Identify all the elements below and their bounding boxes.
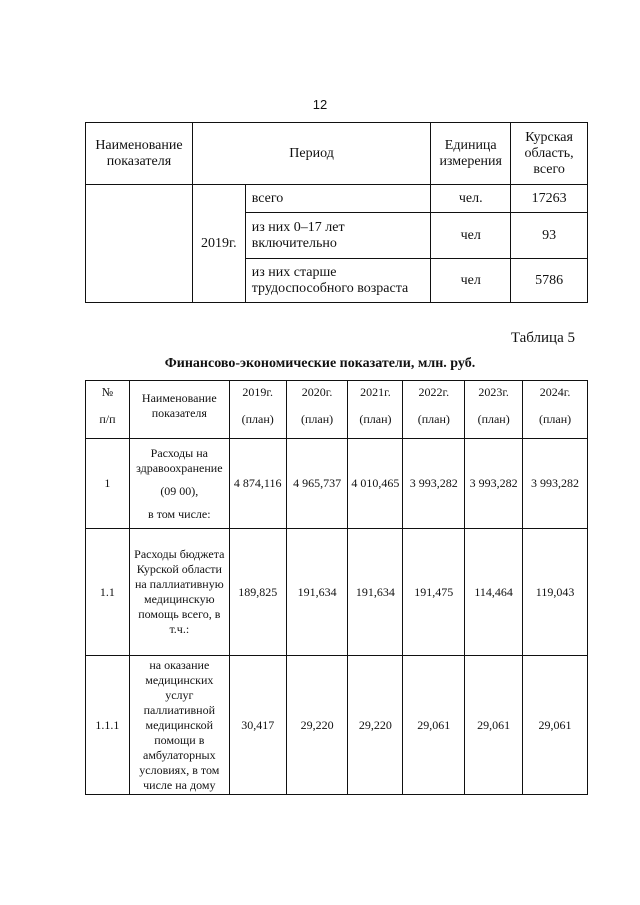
header-year: 2020г. (план) [286,381,348,439]
financial-table [85,380,588,795]
row-value: 191,475 [403,529,465,656]
row-value: 4 010,465 [348,439,403,529]
row-value: 30,417 [229,656,286,795]
table-header-row [86,123,588,185]
row-value: 29,061 [465,656,523,795]
header-name: Наименование показателя [86,123,193,185]
population-table [85,122,588,303]
row-value: 3 993,282 [403,439,465,529]
header-num: № п/п [86,381,130,439]
row-label: из них 0–17 лет включительно [245,213,431,259]
row-value: 17263 [511,185,588,213]
row-label: из них старше трудоспособного возраста [245,259,431,303]
row-name: Расходы на здравоохранение (09 00), в том числе: [129,439,229,529]
row-value: 189,825 [229,529,286,656]
row-name: Расходы бюджета Курской области на паллиативную медицинскую помощь всего, в т.ч.: [129,529,229,656]
header-year: 2019г. (план) [229,381,286,439]
row-label: всего [245,185,431,213]
table-header-row [86,381,588,439]
header-year: 2024г. (план) [523,381,588,439]
row-value: 29,061 [403,656,465,795]
row-value: 191,634 [286,529,348,656]
row-unit: чел [431,213,511,259]
row-num: 1 [86,439,130,529]
row-num: 1.1 [86,529,130,656]
table-title: Финансово-экономические показатели, млн. руб. [164,356,476,371]
header-period: Период [192,123,430,185]
row-value: 29,220 [286,656,348,795]
table-caption: Таблица 5 [510,330,575,346]
table-row [86,656,588,795]
header-kursk-total: Курская область, всего [511,123,588,185]
row-value: 3 993,282 [465,439,523,529]
row-value: 4 874,116 [229,439,286,529]
table-row [86,529,588,656]
header-year: 2023г. (план) [465,381,523,439]
row-value: 29,220 [348,656,403,795]
table-row [86,439,588,529]
row-value: 4 965,737 [286,439,348,529]
row-value: 93 [511,213,588,259]
page-number: 12 [312,97,328,112]
header-unit: Единица измерения [431,123,511,185]
year-cell: 2019г. [192,185,245,303]
row-name: на оказание медицинских услуг паллиативной медицинской помощи в амбулаторных условиях, в том числе на дому [129,656,229,795]
empty-cell [86,185,193,303]
row-value: 119,043 [523,529,588,656]
row-unit: чел [431,259,511,303]
row-value: 3 993,282 [523,439,588,529]
header-year: 2021г. (план) [348,381,403,439]
row-unit: чел. [431,185,511,213]
table-row [86,185,588,213]
header-name: Наименование показателя [129,381,229,439]
row-value: 114,464 [465,529,523,656]
row-value: 191,634 [348,529,403,656]
row-value: 29,061 [523,656,588,795]
header-year: 2022г. (план) [403,381,465,439]
row-value: 5786 [511,259,588,303]
row-num: 1.1.1 [86,656,130,795]
